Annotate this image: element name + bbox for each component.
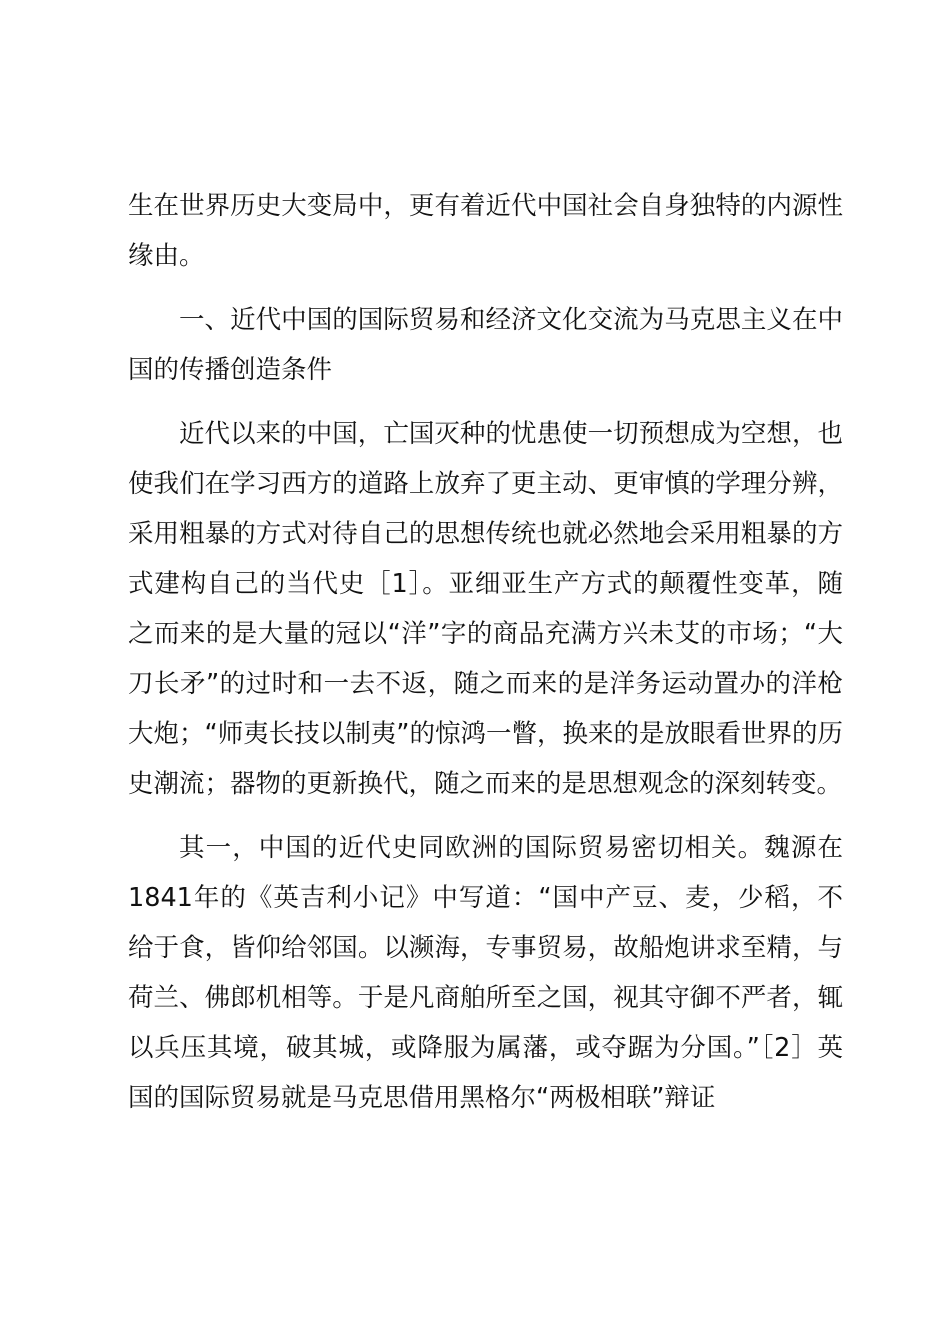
paragraph-continuation: 生在世界历史大变局中，更有着近代中国社会自身独特的内源性缘由。: [128, 191, 843, 271]
section-heading: 一、近代中国的国际贸易和经济文化交流为马克思主义在中国的传播创造条件: [128, 305, 843, 385]
body-text: [128, 181, 843, 1137]
paragraph: 其一，中国的近代史同欧洲的国际贸易密切相关。魏源在1841年的《英吉利小记》中写道：“国中产豆、麦，少稻，不给于食，皆仰给邻国。以濒海，专事贸易，故船炮讲求至精，与荷兰、佛郎机相等。于是凡商舶所至之国，视其守御不严者，辄以兵压其境，破其城，或降服为属藩，或夺踞为分国。”［2］英国的国际贸易就是马克思借用黑格尔“两极相联”辩证: [128, 833, 843, 1113]
paragraph: 近代以来的中国，亡国灭种的忧患使一切预想成为空想，也使我们在学习西方的道路上放弃了更主动、更审慎的学理分辨，采用粗暴的方式对待自己的思想传统也就必然地会采用粗暴的方式建构自己的当代史［1］。亚细亚生产方式的颠覆性变革，随之而来的是大量的冠以“洋”字的商品充满方兴未艾的市场；“大刀长矛”的过时和一去不返，随之而来的是洋务运动置办的洋枪大炮；“师夷长技以制夷”的惊鸿一瞥，换来的是放眼看世界的历史潮流；器物的更新换代，随之而来的是思想观念的深刻转变。: [128, 419, 843, 799]
